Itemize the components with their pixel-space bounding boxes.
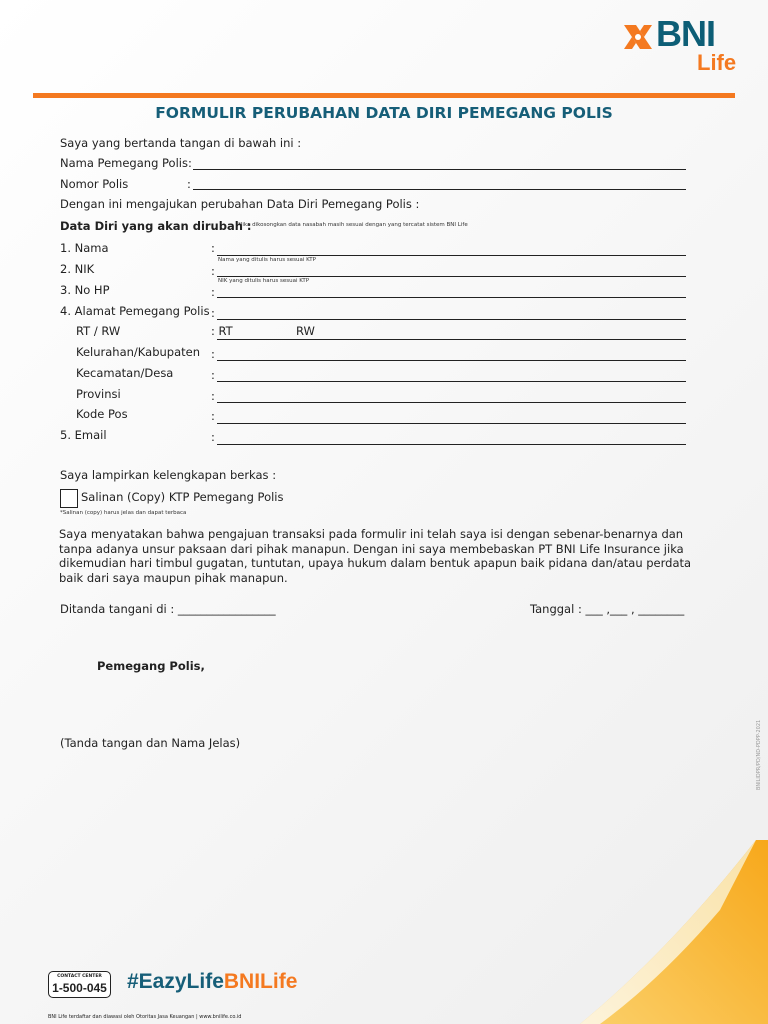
field-label-email: 5. Email [60,428,107,442]
logo-life-text: Life [697,50,737,75]
field-colon: : [211,264,215,278]
section-heading: Data Diri yang akan dirubah : [60,219,252,233]
request-text: Dengan ini mengajukan perubahan Data Diri Pemegang Polis : [60,197,420,211]
attach-item-label: Salinan (Copy) KTP Pemegang Polis [81,490,284,504]
field-colon: : [211,347,215,361]
field-colon: : [211,430,215,444]
declaration-statement: Saya menyatakan bahwa pengajuan transaksi pada formulir ini telah saya isi dengan sebenar-benarnya dan tanpa adanya unsur paksaan dari pihak manapun. Dengan ini saya membebaskan PT BNI Life Insurance jika dikemudian hari timbul gugatan, tuntutan, upaya hukum dalam bentuk apapun baik pidana dan/atau perdata baik dari saya maupun pihak manapun. [59,527,692,585]
policy-no-label: Nomor Polis [60,177,129,191]
field-label-nama: 1. Nama [60,241,109,255]
logo-bni-text: BNI [656,13,715,54]
document-code: BNILIDPR/PD/ND-PDPP-2021 [756,719,762,790]
signature-hint: (Tanda tangan dan Nama Jelas) [60,736,241,750]
field-label-kodepos: Kode Pos [76,407,128,421]
field-label-rtrw: RT / RW [76,324,121,338]
attach-note: *Salinan (copy) harus jelas dan dapat terbaca [60,510,187,516]
signed-at-field[interactable]: Ditanda tangani di : _________________ [60,602,276,616]
holder-sign-label: Pemegang Polis, [97,659,205,673]
field-input-kecamatan[interactable] [217,381,686,382]
holder-name-field[interactable] [193,169,686,170]
decorative-corner-swoosh [560,840,768,1024]
field-label-provinsi: Provinsi [76,387,121,401]
field-input-kelurahan[interactable] [217,360,686,361]
header-divider [33,93,735,98]
bni-logo-mark-icon [622,21,654,53]
field-input-email[interactable] [217,444,686,445]
hashtag-part1: #EazyLife [127,970,224,993]
field-input-nik[interactable] [217,276,686,277]
date-field[interactable]: Tanggal : ___ ,___ , ________ [530,602,685,616]
field-colon: : [211,285,215,299]
field-label-kecamatan: Kecamatan/Desa [76,366,174,380]
field-input-alamat[interactable] [217,319,686,320]
field-label-kelurahan: Kelurahan/Kabupaten [76,345,200,359]
field-input-provinsi[interactable] [217,402,686,403]
hint-nik: NIK yang ditulis harus sesuai KTP [218,278,310,284]
field-input-rtrw[interactable] [217,339,686,340]
field-label-nohp: 3. No HP [60,283,110,297]
field-colon: : [211,368,215,382]
field-colon: : [211,306,215,320]
field-input-nohp[interactable] [217,297,686,298]
bni-life-logo [620,13,750,80]
field-colon: : [211,409,215,423]
field-label-alamat: 4. Alamat Pemegang Polis [60,304,210,318]
footer-text: BNI Life terdaftar dan diawasi oleh Otoritas Jasa Keuangan | www.bnilife.co.id [48,1014,242,1020]
section-note: *Jika dikosongkan data nasabah masih sesuai dengan yang tercatat sistem BNI Life [238,222,468,228]
contact-center-badge [48,971,111,998]
field-colon: : [211,241,215,255]
field-input-kodepos[interactable] [217,423,686,424]
field-label-nik: 2. NIK [60,262,95,276]
hint-nama: Nama yang ditulis harus sesuai KTP [218,257,316,263]
field-colon-rt: : RT [211,324,233,338]
contact-center-label: CONTACT CENTER [57,974,102,979]
form-title: FORMULIR PERUBAHAN DATA DIRI PEMEGANG POLIS [155,104,613,122]
campaign-hashtag [127,970,297,994]
hashtag-part2: BNILife [223,970,298,993]
intro-text: Saya yang bertanda tangan di bawah ini : [60,136,302,150]
policy-no-colon: : [187,177,191,191]
field-colon: : [211,389,215,403]
policy-no-field[interactable] [193,189,686,190]
ktp-copy-checkbox[interactable] [60,489,78,508]
field-label-rw: RW [296,324,315,338]
field-input-nama[interactable] [217,255,686,256]
holder-name-label: Nama Pemegang Polis: [60,156,192,170]
attach-text: Saya lampirkan kelengkapan berkas : [60,468,277,482]
contact-center-number: 1-500-045 [52,981,107,995]
